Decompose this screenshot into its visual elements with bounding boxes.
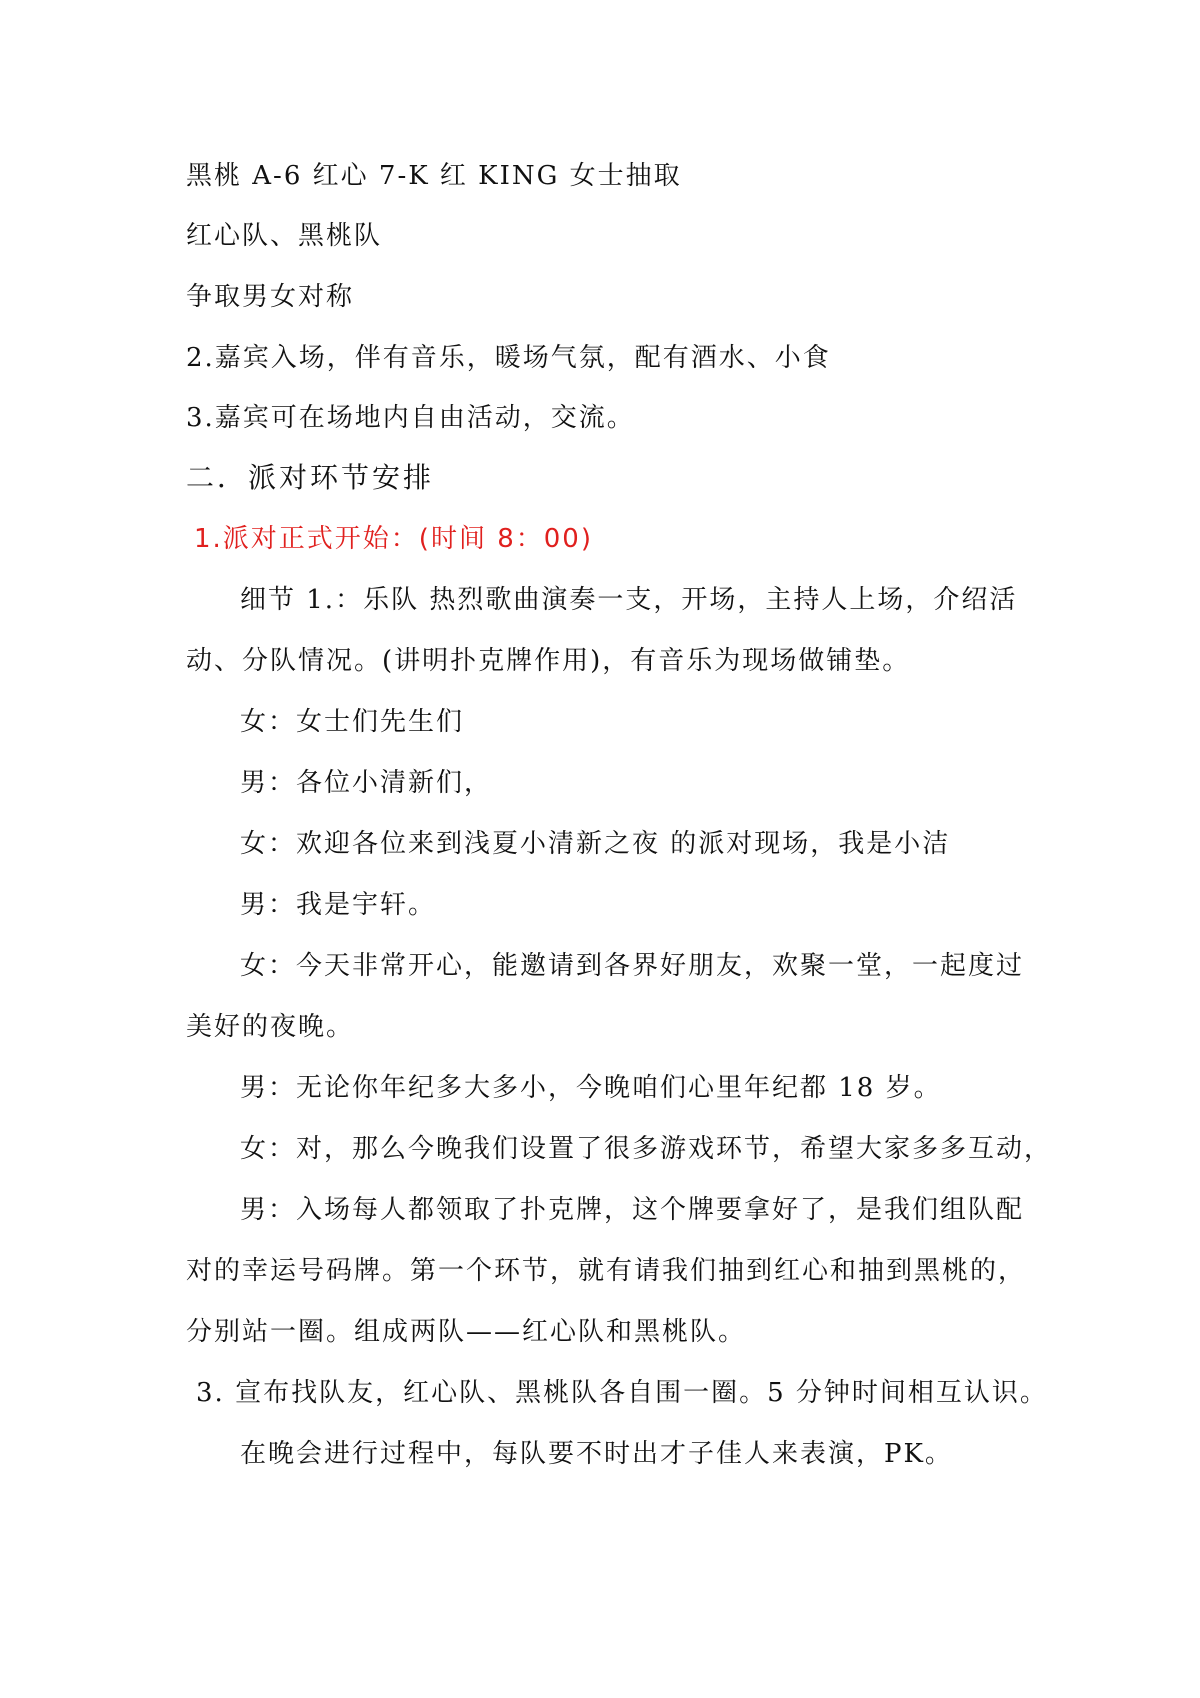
party-start-heading: 1.派对正式开始：(时间 8：00) xyxy=(194,524,593,554)
dialogue-line: 女：欢迎各位来到浅夏小清新之夜 的派对现场，我是小洁 xyxy=(240,829,951,859)
teams-line: 红心队、黑桃队 xyxy=(186,221,383,251)
dialogue-line: 男：入场每人都领取了扑克牌，这个牌要拿好了，是我们组队配 xyxy=(240,1195,1025,1225)
section-heading: 二．派对环节安排 xyxy=(186,461,435,494)
dialogue-line: 男：我是宇轩。 xyxy=(240,890,437,920)
performance-note: 在晚会进行过程中，每队要不时出才子佳人来表演，PK。 xyxy=(240,1439,953,1469)
dialogue-line-continuation: 分别站一圈。组成两队——红心队和黑桃队。 xyxy=(186,1317,747,1347)
dialogue-line: 男：无论你年纪多大多小，今晚咱们心里年纪都 18 岁。 xyxy=(240,1073,942,1103)
dialogue-line-continuation: 对的幸运号码牌。第一个环节，就有请我们抽到红心和抽到黑桃的， xyxy=(186,1256,1027,1286)
dialogue-line: 女：女士们先生们 xyxy=(240,707,465,737)
guest-entry-step: 2.嘉宾入场，伴有音乐，暖场气氛，配有酒水、小食 xyxy=(186,343,831,373)
dialogue-line: 女：今天非常开心，能邀请到各界好朋友，欢聚一堂，一起度过 xyxy=(240,951,1025,981)
detail-paragraph-line-2: 动、分队情况。(讲明扑克牌作用)，有音乐为现场做铺垫。 xyxy=(186,646,911,676)
gender-balance-line: 争取男女对称 xyxy=(186,282,355,312)
dialogue-line: 女：对，那么今晚我们设置了很多游戏环节，希望大家多多互动， xyxy=(240,1134,1053,1164)
dialogue-line-continuation: 美好的夜晚。 xyxy=(186,1012,355,1042)
dialogue-line: 男：各位小清新们， xyxy=(240,768,493,798)
free-activity-step: 3.嘉宾可在场地内自由活动，交流。 xyxy=(186,403,635,433)
detail-paragraph-line-1: 细节 1.：乐队 热烈歌曲演奏一支，开场，主持人上场，介绍活 xyxy=(240,585,1018,615)
find-teammates-step: 3. 宣布找队友，红心队、黑桃队各自围一圈。5 分钟时间相互认识。 xyxy=(196,1378,1048,1408)
card-assignment-line: 黑桃 A-6 红心 7-K 红 KING 女士抽取 xyxy=(186,161,682,191)
